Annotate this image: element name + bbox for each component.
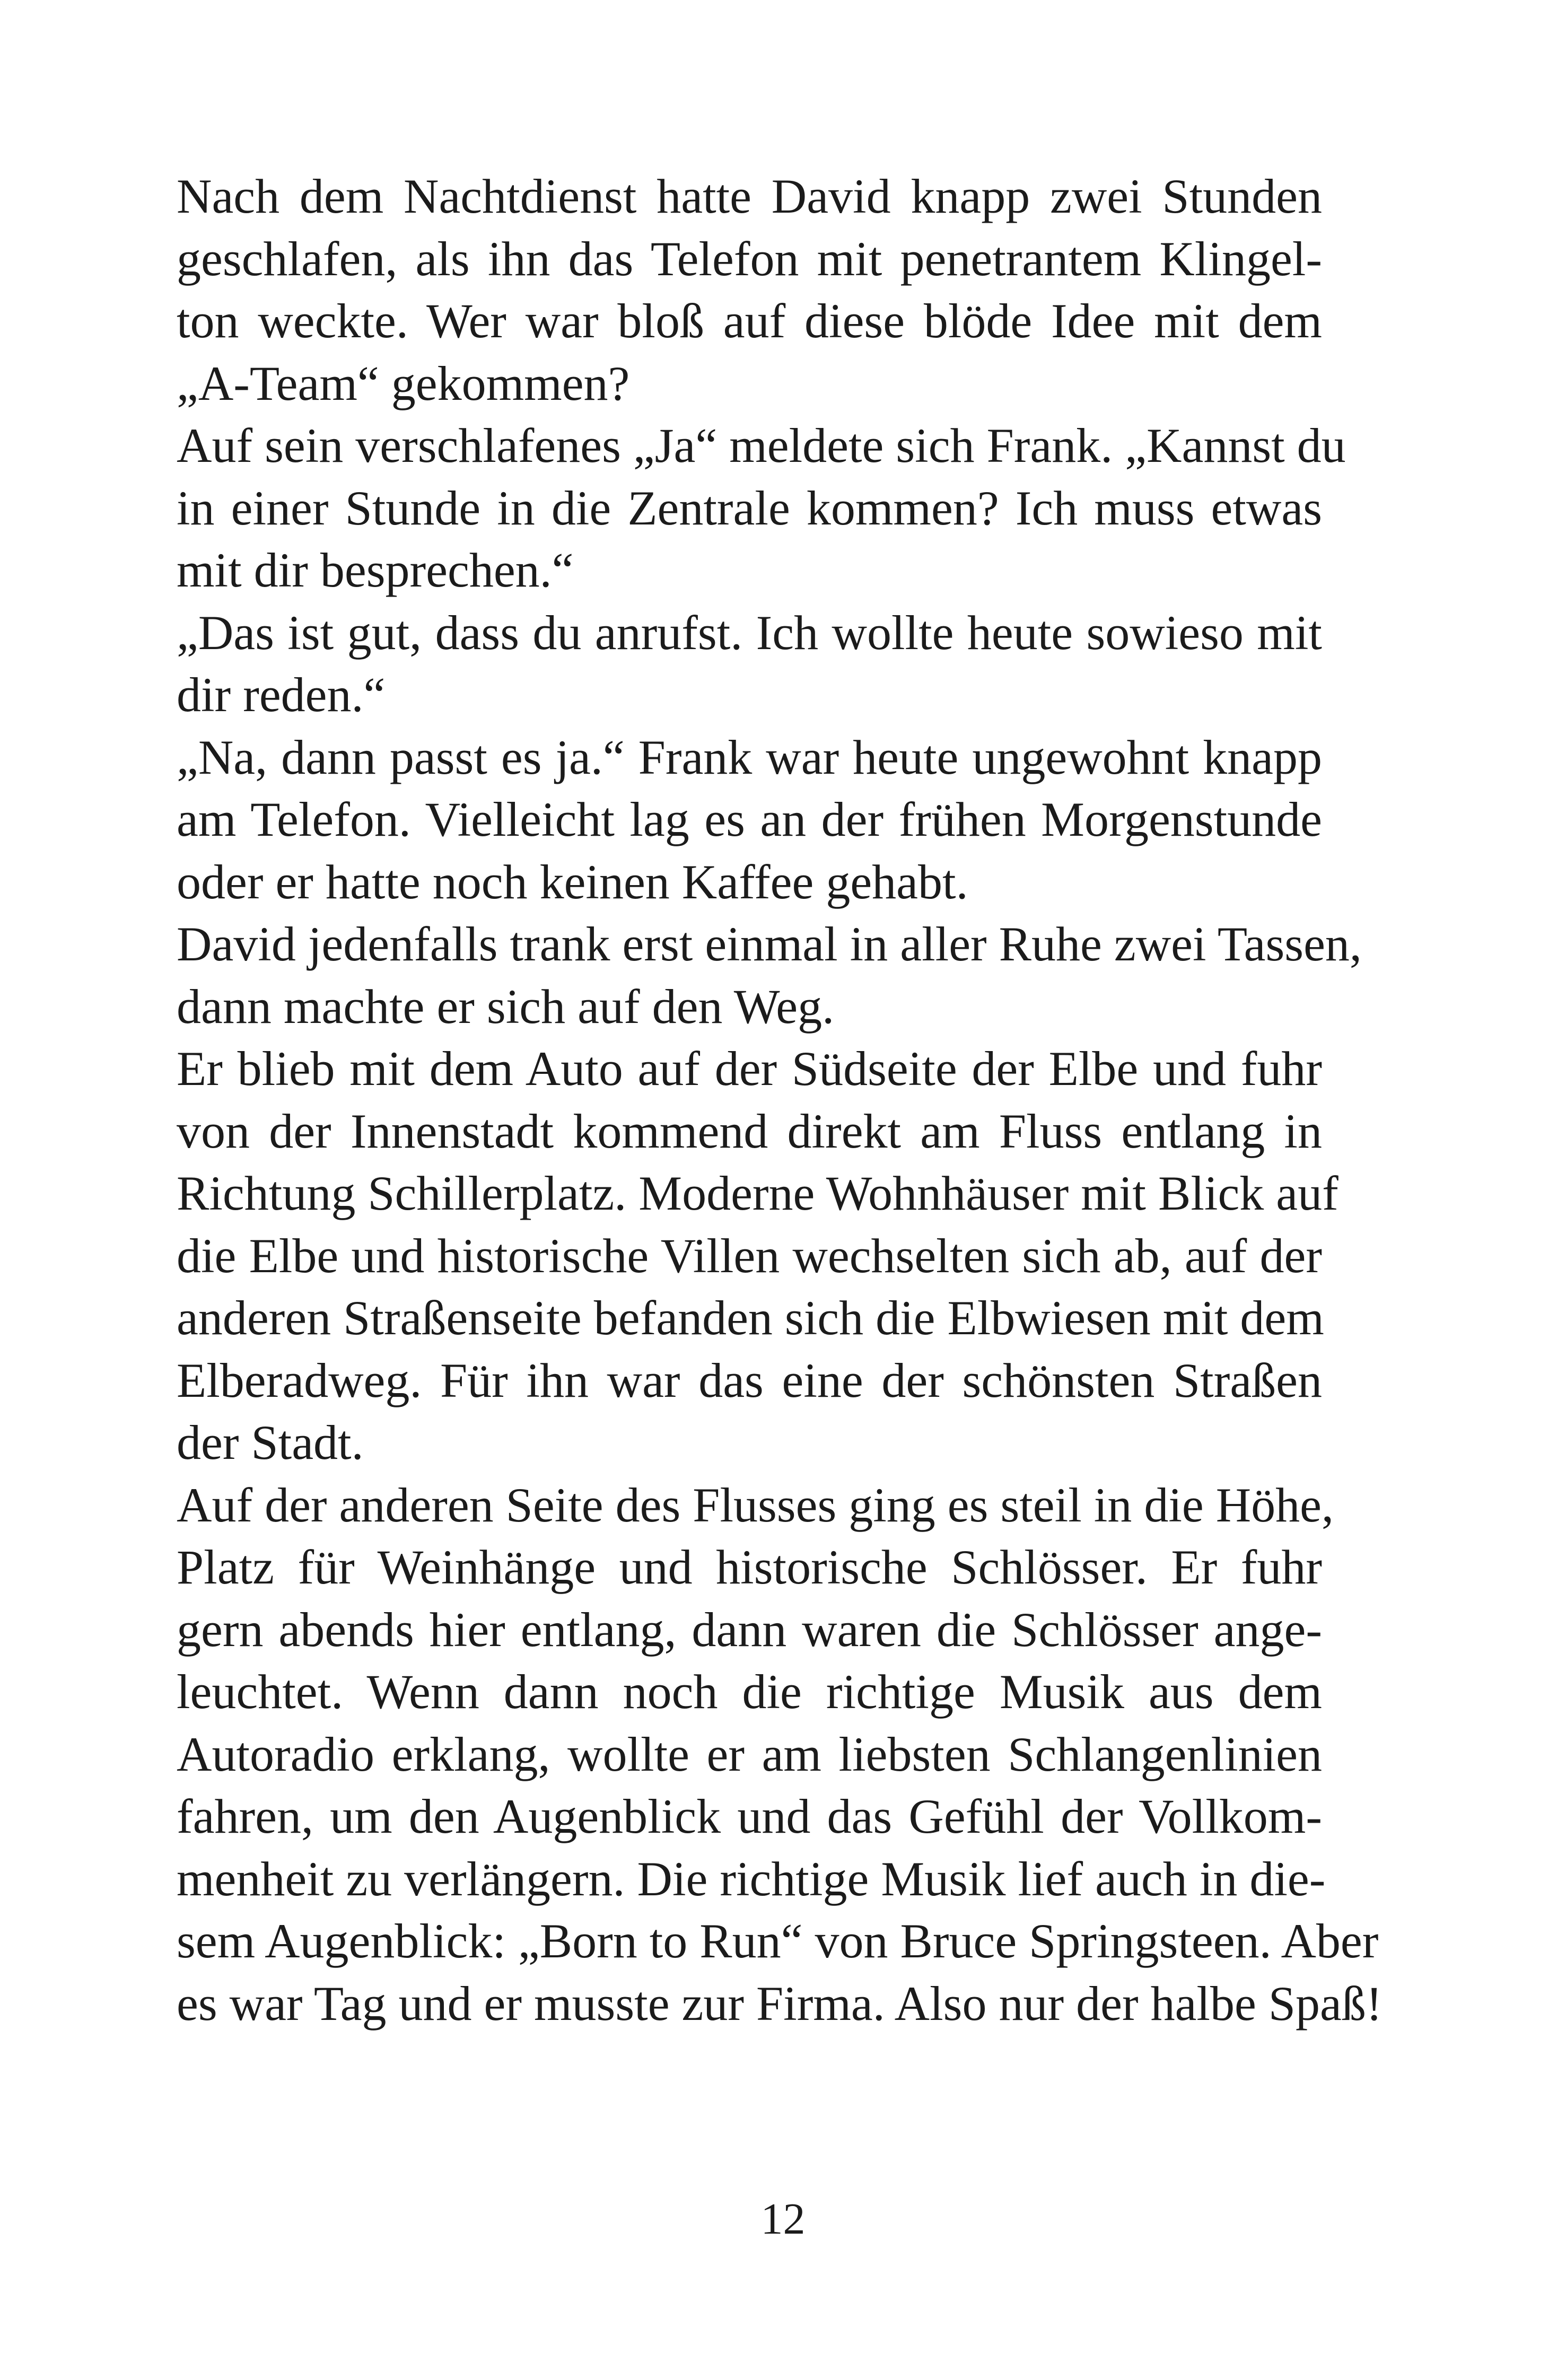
text-line: Elberadweg. Für ihn war das eine der schönsten Straßen bbox=[177, 1353, 1322, 1407]
text-line: es war Tag und er musste zur Firma. Also nur der halbe Spaß! bbox=[177, 1976, 1383, 2031]
text-line: Richtung Schillerplatz. Moderne Wohnhäuser mit Blick auf bbox=[177, 1166, 1338, 1220]
text-line: Platz für Weinhänge und historische Schlösser. Er fuhr bbox=[177, 1540, 1322, 1594]
text-line: leuchtet. Wenn dann noch die richtige Musik aus dem bbox=[177, 1665, 1322, 1719]
text-line: Auf sein verschlafenes „Ja“ meldete sich Frank. „Kannst du bbox=[177, 418, 1346, 472]
text-line: mit dir besprechen.“ bbox=[177, 543, 574, 597]
text-line: fahren, um den Augenblick und das Gefühl der Vollkom- bbox=[177, 1789, 1322, 1843]
text-line: dann machte er sich auf den Weg. bbox=[177, 979, 835, 1034]
text-line: Auf der anderen Seite des Flusses ging es steil in die Höhe, bbox=[177, 1477, 1334, 1532]
text-line: menheit zu verlängern. Die richtige Musik lief auch in die- bbox=[177, 1851, 1326, 1906]
text-line: geschlafen, als ihn das Telefon mit penetrantem Klingel- bbox=[177, 231, 1322, 286]
body-text bbox=[177, 165, 1383, 2035]
text-line: „A-Team“ gekommen? bbox=[177, 356, 630, 410]
text-line: Nach dem Nachtdienst hatte David knapp zwei Stunden bbox=[177, 169, 1322, 223]
text-line: Autoradio erklang, wollte er am liebsten Schlangenlinien bbox=[177, 1727, 1322, 1781]
text-line: oder er hatte noch keinen Kaffee gehabt. bbox=[177, 854, 968, 909]
text-line: anderen Straßenseite befanden sich die Elbwiesen mit dem bbox=[177, 1291, 1324, 1345]
text-line: ton weckte. Wer war bloß auf diese blöde Idee mit dem bbox=[177, 294, 1322, 348]
text-line: Er blieb mit dem Auto auf der Südseite der Elbe und fuhr bbox=[177, 1042, 1322, 1096]
text-line: „Na, dann passt es ja.“ Frank war heute ungewohnt knapp bbox=[177, 730, 1322, 784]
text-line: die Elbe und historische Villen wechselten sich ab, auf der bbox=[177, 1228, 1322, 1283]
text-line: der Stadt. bbox=[177, 1415, 364, 1469]
text-line: „Das ist gut, dass du anrufst. Ich wollte heute sowieso mit bbox=[177, 605, 1322, 660]
text-line: am Telefon. Vielleicht lag es an der frühen Morgenstunde bbox=[177, 792, 1322, 846]
text-line: gern abends hier entlang, dann waren die Schlösser ange- bbox=[177, 1602, 1322, 1657]
page-number: 12 bbox=[760, 2194, 806, 2244]
text-line: dir reden.“ bbox=[177, 668, 386, 722]
text-line: in einer Stunde in die Zentrale kommen? Ich muss etwas bbox=[177, 480, 1322, 535]
text-line: von der Innenstadt kommend direkt am Fluss entlang in bbox=[177, 1104, 1322, 1158]
text-line: David jedenfalls trank erst einmal in aller Ruhe zwei Tassen, bbox=[177, 917, 1362, 971]
text-line: sem Augenblick: „Born to Run“ von Bruce Springsteen. Aber bbox=[177, 1914, 1379, 1968]
